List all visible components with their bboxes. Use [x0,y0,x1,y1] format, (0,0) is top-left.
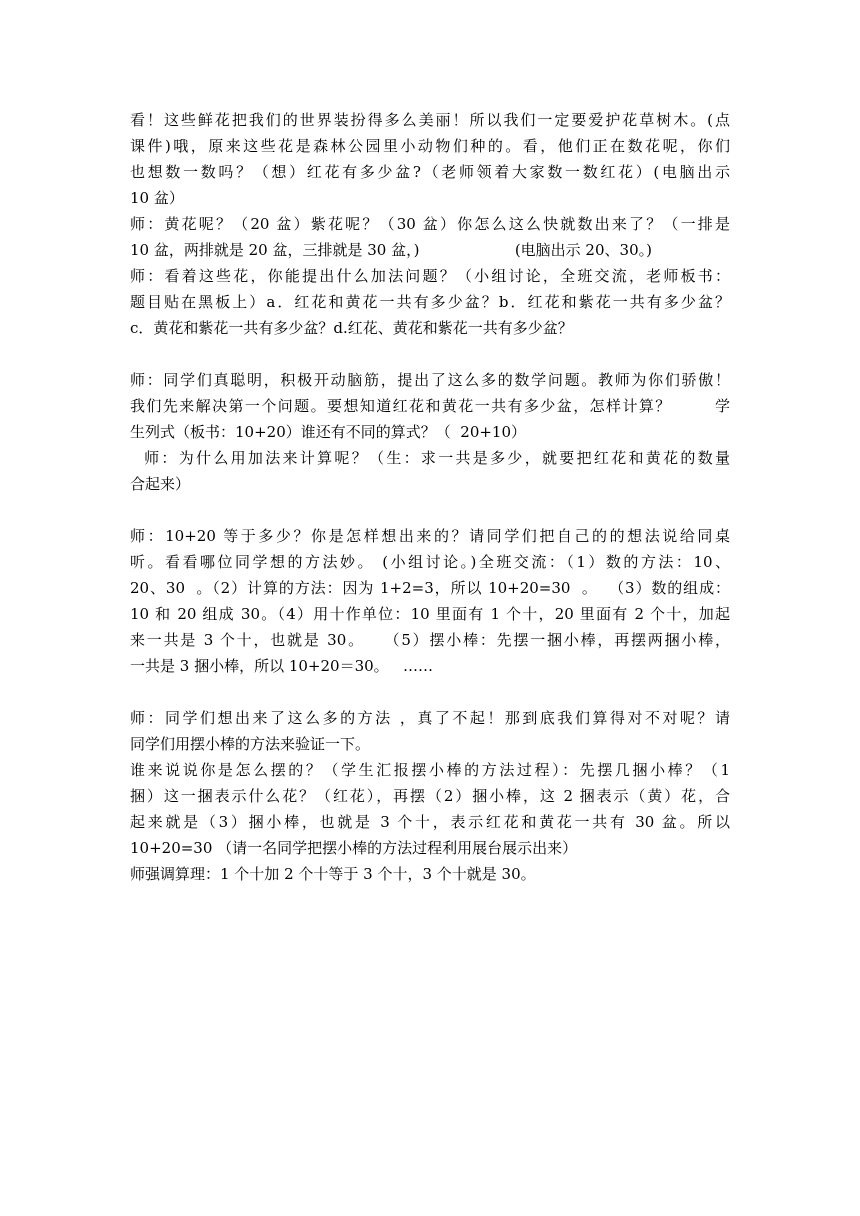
text-line: 师：看着这些花，你能提出什么加法问题？（小组讨论，全班交流，老师板书： [130,267,730,285]
paragraph [130,445,730,497]
text-line: 师：10+20 等于多少？你是怎样想出来的？请同学们把自己的的想法说给同桌 [130,527,730,545]
text-line: 师：黄花呢？（20 盆）紫花呢？（30 盆）你怎么这么快就数出来了？（一排是 [130,215,730,233]
paragraph [130,523,730,679]
text-line: 课件)哦，原来这些花是森林公园里小动物们种的。看，他们正在数花呢，你们 [130,137,730,155]
text-line: 师：为什么用加法来计算呢？（生：求一共是多少，就要把红花和黄花的数量 [130,449,730,467]
blank-line [130,679,730,705]
text-line: 师：同学们想出来了这么多的方法 ，真了不起！那到底我们算得对不对呢？请 [130,709,730,727]
text-line: 10 盆，两排就是 20 盆，三排就是 30 盆，) (电脑出示 20、30。) [130,241,652,259]
text-line: 也想数一数吗？（想）红花有多少盆?（老师领着大家数一数红花）(电脑出示 [130,163,730,181]
paragraph [130,211,730,263]
text-line: 捆）这一捆表示什么花？（红花），再摆（2）捆小棒，这 2 捆表示（黄）花，合 [130,787,730,805]
paragraph [130,861,730,887]
text-line: 20、30 。（2）计算的方法：因为 1+2=3，所以 10+20=30 。 （3）数的组成： [130,579,730,597]
text-line: 一共是 3 捆小棒，所以 10+20＝30。 …… [130,657,433,675]
paragraph [130,107,730,211]
blank-line [130,497,730,523]
text-line: 看！这些鲜花把我们的世界装扮得多么美丽！所以我们一定要爱护花草树木。(点 [130,111,730,129]
blank-line [130,341,730,367]
text-line: 起来就是（3）捆小棒，也就是 3 个十，表示红花和黄花一共有 30 盆。所以 [130,813,730,831]
paragraph [130,263,730,341]
paragraph [130,367,730,445]
paragraph [130,757,730,861]
paragraph [130,705,730,757]
text-line: 10 盆） [130,189,184,207]
document-body [130,107,730,887]
text-line: 题目贴在黑板上）a．红花和黄花一共有多少盆？b．红花和紫花一共有多少盆？ [130,293,730,311]
text-line: 师强调算理：1 个十加 2 个十等于 3 个十，3 个十就是 30。 [130,865,536,883]
text-line: 生列式（板书：10+20）谁还有不同的算式？（ 20+10） [130,423,527,441]
text-line: 10+20=30 （请一名同学把摆小棒的方法过程利用展台展示出来） [130,839,578,857]
text-line: 师：同学们真聪明，积极开动脑筋，提出了这么多的数学问题。教师为你们骄傲！ [130,371,730,389]
text-line: 听。看看哪位同学想的方法妙。 (小组讨论。)全班交流：（1）数的方法：10、 [130,553,730,571]
text-line: 10 和 20 组成 30。（4）用十作单位：10 里面有 1 个十，20 里面有 2 个十，加起 [130,605,730,623]
text-line: 合起来） [130,475,191,493]
text-line: 同学们用摆小棒的方法来验证一下。 [130,735,371,753]
text-line: 来一共是 3 个十，也就是 30。 （5）摆小棒：先摆一捆小棒，再摆两捆小棒， [130,631,730,649]
text-line: 谁来说说你是怎么摆的？（学生汇报摆小棒的方法过程）：先摆几捆小棒？（1 [130,761,730,779]
text-line: 我们先来解决第一个问题。要想知道红花和黄花一共有多少盆，怎样计算？ 学 [130,397,730,415]
text-line: c．黄花和紫花一共有多少盆？d.红花、黄花和紫花一共有多少盆？ [130,319,573,337]
